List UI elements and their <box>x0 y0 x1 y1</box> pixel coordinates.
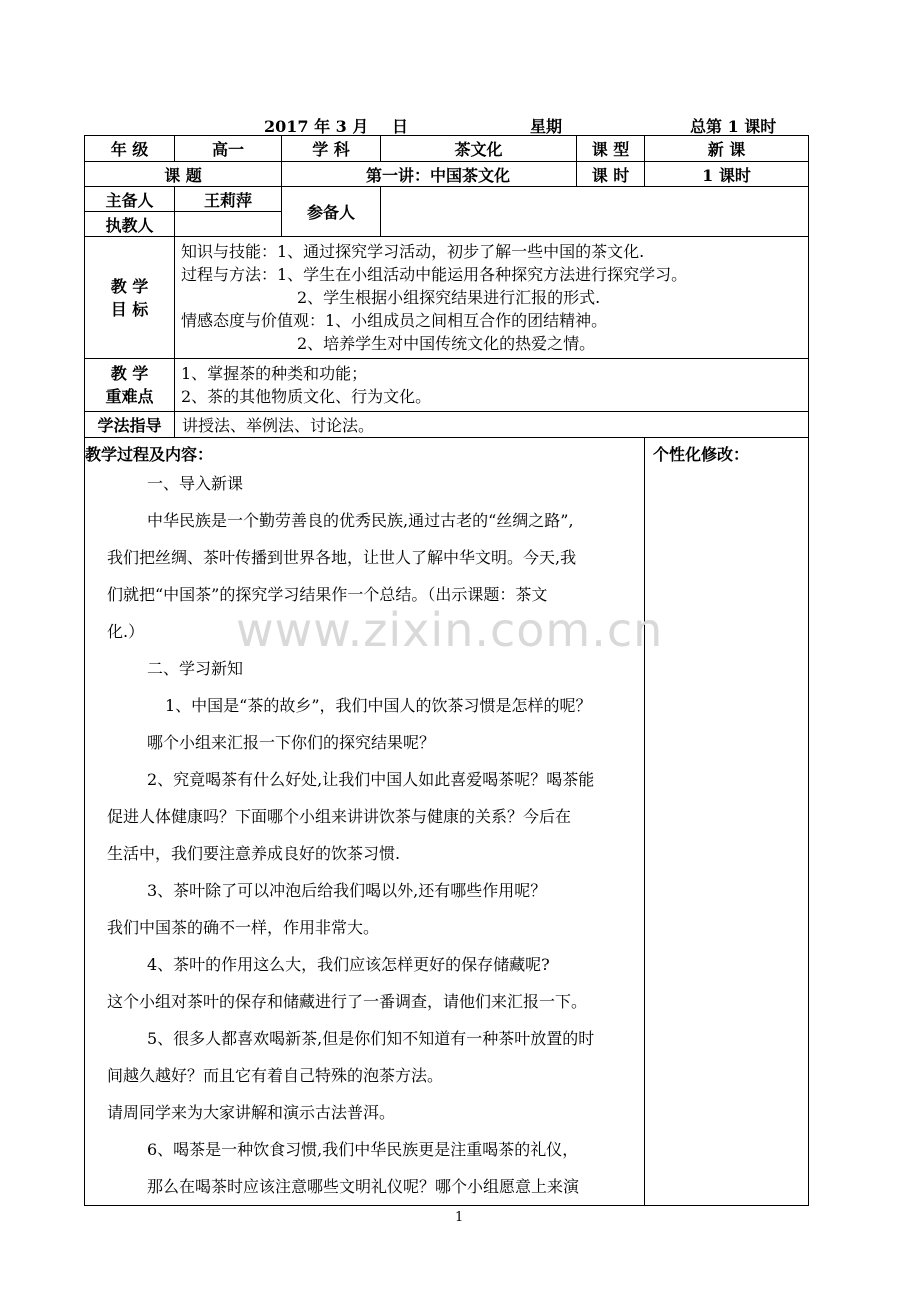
preparer-value: 王莉萍 <box>175 187 282 212</box>
process-title: 教学过程及内容： <box>85 445 214 464</box>
header-weekday: 星期 <box>530 117 563 136</box>
process-line: 一、导入新课 <box>147 474 244 493</box>
process-line: 哪个小组来汇报一下你们的探究结果呢？ <box>147 733 436 752</box>
topic-value: 第一讲：中国茶文化 <box>282 162 577 187</box>
participants-label: 参备人 <box>282 187 381 237</box>
page-number: 1 <box>455 1210 464 1225</box>
process-line: 3、茶叶除了可以冲泡后给我们喝以外,还有哪些作用呢？ <box>147 881 547 900</box>
process-line: 二、学习新知 <box>147 659 244 678</box>
process-line: 那么在喝茶时应该注意哪些文明礼仪呢？哪个小组愿意上来演 <box>147 1177 580 1196</box>
lesson-header <box>84 114 808 134</box>
process-line: 请周同学来为大家讲解和演示古法普洱。 <box>107 1103 396 1122</box>
hours-value: 1 课时 <box>645 162 809 187</box>
teacher-label: 执教人 <box>85 212 175 237</box>
objectives-label-top: 教 学 <box>110 276 149 296</box>
grade-value: 高一 <box>175 136 282 162</box>
objective-process-1: 过程与方法：1、学生在小组活动中能运用各种探究方法进行探究学习。 <box>181 265 688 284</box>
header-total-hours: 总第 1 课时 <box>690 117 777 136</box>
methods-row <box>85 412 809 438</box>
info-row-1 <box>85 136 809 162</box>
participants-value <box>381 187 809 237</box>
lesson-type-value: 新 课 <box>645 136 809 162</box>
lesson-plan-table <box>84 135 809 1206</box>
watermark: www.zixin.com.cn <box>236 603 664 657</box>
process-line: 间越久越好？而且它有着自己特殊的泡茶方法。 <box>107 1066 444 1085</box>
subject-value: 茶文化 <box>381 136 577 162</box>
objective-emotion-2: 2、培养学生对中国传统文化的热爱之情。 <box>297 334 596 353</box>
process-line: 5、很多人都喜欢喝新茶,但是你们知不知道有一种茶叶放置的时 <box>147 1029 595 1048</box>
objective-process-2: 2、学生根据小组探究结果进行汇报的形式. <box>297 288 601 307</box>
subject-label: 学 科 <box>282 136 381 162</box>
process-line: 化.） <box>107 622 145 641</box>
objectives-label-bottom: 目 标 <box>110 299 149 319</box>
process-row <box>85 438 809 1206</box>
keypoints-content <box>175 359 809 412</box>
process-line: 我们中国茶的确不一样，作用非常大。 <box>107 918 380 937</box>
header-date: 2017 年 3 月 <box>264 117 369 136</box>
process-line: 这个小组对茶叶的保存和储藏进行了一番调查，请他们来汇报一下。 <box>107 992 588 1011</box>
process-line: 中华民族是一个勤劳善良的优秀民族,通过古老的“丝绸之路”, <box>147 511 574 530</box>
process-line: 4、茶叶的作用这么大，我们应该怎样更好的保存储藏呢? <box>147 955 550 974</box>
objectives-content <box>175 237 809 359</box>
process-line: 1、中国是“茶的故乡”，我们中国人的饮茶习惯是怎样的呢？ <box>165 696 592 715</box>
personalized-revision: 个性化修改： <box>645 438 809 1206</box>
process-line: 促进人体健康吗？下面哪个小组来讲讲饮茶与健康的关系？今后在 <box>107 807 572 826</box>
keypoints-label <box>85 359 175 412</box>
objectives-row <box>85 237 809 359</box>
header-day: 日 <box>392 117 409 136</box>
info-row-2 <box>85 162 809 187</box>
hours-label: 课 时 <box>577 162 645 187</box>
topic-label: 课 题 <box>85 162 282 187</box>
process-line: 6、喝茶是一种饮食习惯,我们中华民族更是注重喝茶的礼仪， <box>147 1140 579 1159</box>
process-line: 2、究竟喝茶有什么好处,让我们中国人如此喜爱喝茶呢？喝茶能 <box>147 770 595 789</box>
objective-emotion-1: 情感态度与价值观：1、小组成员之间相互合作的团结精神。 <box>181 311 608 330</box>
methods-value: 讲授法、举例法、讨论法。 <box>175 412 809 438</box>
process-content <box>85 438 645 1206</box>
keypoint-1: 1、掌握茶的种类和功能； <box>181 364 368 383</box>
teacher-value <box>175 212 282 237</box>
process-line: 们就把“中国茶”的探究学习结果作一个总结。（出示课题：茶文 <box>107 585 548 604</box>
keypoints-label-top: 教 学 <box>110 364 149 383</box>
grade-label: 年 级 <box>85 136 175 162</box>
keypoint-2: 2、茶的其他物质文化、行为文化。 <box>181 387 432 406</box>
methods-label: 学法指导 <box>85 412 175 438</box>
objective-knowledge: 知识与技能：1、通过探究学习活动，初步了解一些中国的茶文化. <box>181 242 645 261</box>
keypoints-label-bottom: 重难点 <box>105 387 154 406</box>
preparer-label: 主备人 <box>85 187 175 212</box>
keypoints-row <box>85 359 809 412</box>
info-row-3 <box>85 187 809 212</box>
process-line: 我们把丝绸、茶叶传播到世界各地，让世人了解中华文明。今天,我 <box>107 548 577 567</box>
process-line: 生活中，我们要注意养成良好的饮茶习惯. <box>107 844 401 863</box>
lesson-type-label: 课 型 <box>577 136 645 162</box>
objectives-label <box>85 237 175 359</box>
